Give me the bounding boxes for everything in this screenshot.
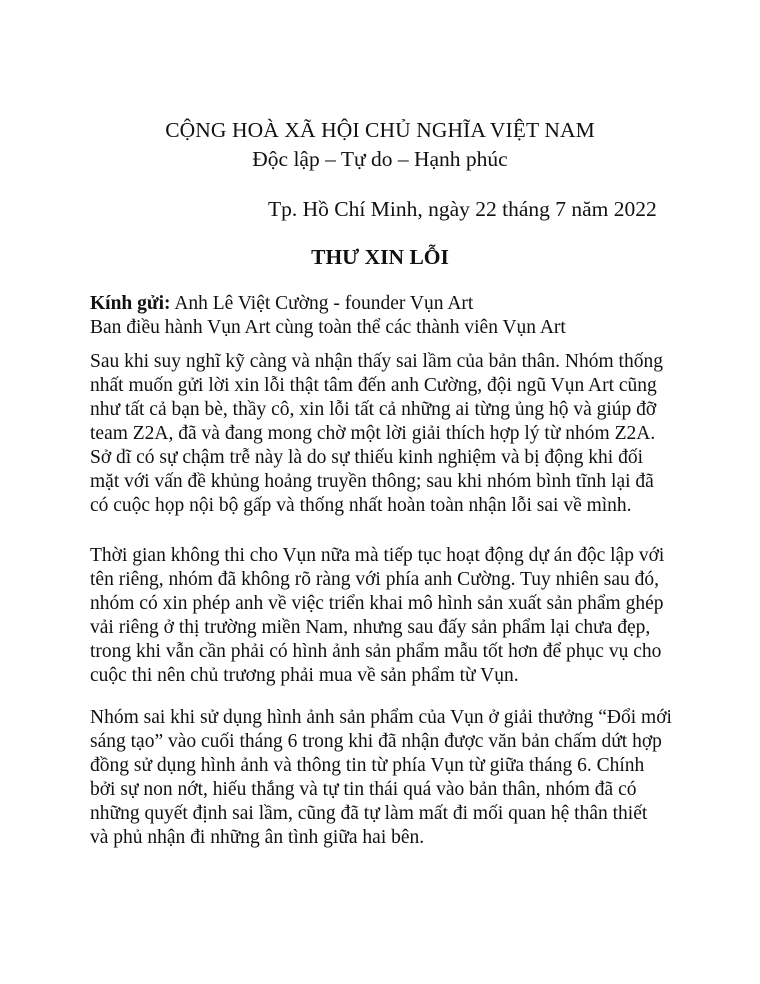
paragraph-line: mặt với vấn đề khủng hoảng truyền thông; sau khi nhóm bình tĩnh lại đã [90,471,654,492]
salutation-line-2: Ban điều hành Vụn Art cùng toàn thể các thành viên Vụn Art [90,317,566,338]
paragraph-line: những quyết định sai lầm, cũng đã tự làm mất đi mối quan hệ thân thiết [90,803,648,824]
national-motto: Độc lập – Tự do – Hạnh phúc [252,147,508,171]
paragraph-line: Sở dĩ có sự chậm trễ này là do sự thiếu kinh nghiệm và bị động khi đối [90,447,643,468]
paragraph-line: sáng tạo” vào cuối tháng 6 trong khi đã nhận được văn bản chấm dứt hợp [90,731,662,752]
paragraph-line: cuộc thi nên chủ trương phải mua về sản phẩm từ Vụn. [90,665,519,686]
paragraph-line: có cuộc họp nội bộ gấp và thống nhất hoàn toàn nhận lỗi sai về mình. [90,495,632,516]
salutation [90,292,566,340]
paragraph-line: nhóm có xin phép anh về việc triển khai mô hình sản xuất sản phẩm ghép [90,593,664,614]
paragraph-line: tên riêng, nhóm đã không rõ ràng với phía anh Cường. Tuy nhiên sau đó, [90,569,660,590]
paragraph-line: nhất muốn gửi lời xin lỗi thật tâm đến anh Cường, đội ngũ Vụn Art cũng [90,375,657,396]
paragraph-line: Nhóm sai khi sử dụng hình ảnh sản phẩm của Vụn ở giải thưởng “Đổi mới [90,707,672,728]
paragraph-line: đồng sử dụng hình ảnh và thông tin từ phía Vụn từ giữa tháng 6. Chính [90,755,645,776]
dateline: Tp. Hồ Chí Minh, ngày 22 tháng 7 năm 2022 [268,197,657,221]
body-paragraph-2 [90,544,664,688]
paragraph-line: như tất cả bạn bè, thầy cô, xin lỗi tất cả những ai từng ủng hộ và giúp đỡ [90,399,657,420]
salutation-label: Kính gửi: [90,293,171,314]
letter-title: THƯ XIN LỖI [311,245,449,269]
national-header: CỘNG HOÀ XÃ HỘI CHỦ NGHĨA VIỆT NAM [165,118,595,142]
body-paragraph-3 [90,706,672,850]
paragraph-line: bởi sự non nớt, hiếu thắng và tự tin thái quá vào bản thân, nhóm đã có [90,779,637,800]
paragraph-line: trong khi vẫn cần phải có hình ảnh sản phẩm mẫu tốt hơn để phục vụ cho [90,641,662,662]
body-paragraph-1 [90,350,663,518]
paragraph-line: vải riêng ở thị trường miền Nam, nhưng sau đấy sản phẩm lại chưa đẹp, [90,617,651,638]
salutation-line-1 [90,292,566,316]
paragraph-line: Sau khi suy nghĩ kỹ càng và nhận thấy sai lầm của bản thân. Nhóm thống [90,351,663,372]
paragraph-line: team Z2A, đã và đang mong chờ một lời giải thích hợp lý từ nhóm Z2A. [90,423,656,444]
salutation-recipient: Anh Lê Việt Cường - founder Vụn Art [170,293,474,314]
paragraph-line: và phủ nhận đi những ân tình giữa hai bên. [90,827,425,848]
paragraph-line: Thời gian không thi cho Vụn nữa mà tiếp tục hoạt động dự án độc lập với [90,545,665,566]
